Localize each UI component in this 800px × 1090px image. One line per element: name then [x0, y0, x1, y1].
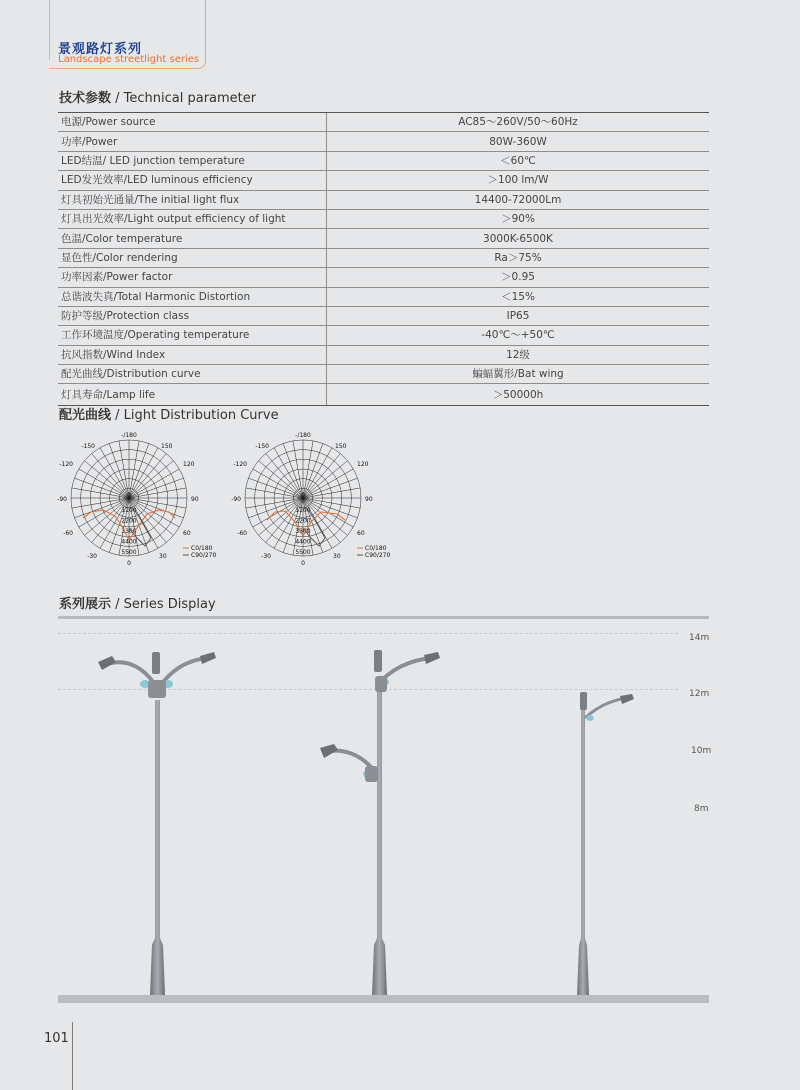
streetlight-single-arm	[577, 692, 634, 995]
angle-label: -60	[63, 530, 73, 537]
spec-value: ＞0.95	[327, 268, 710, 287]
legend-c0: C0/180	[365, 545, 387, 552]
legend-c0: C0/180	[191, 545, 213, 552]
angle-label: 0	[127, 492, 131, 499]
spec-value: ＞90%	[327, 209, 710, 228]
angle-label: -30	[261, 553, 271, 560]
spec-row	[58, 384, 709, 406]
spec-label: 灯具初始光通量/The initial light flux	[58, 190, 327, 209]
angle-label: 90	[191, 496, 199, 503]
footer-rule	[72, 1022, 73, 1090]
spec-label: LED发光效率/LED luminous efficiency	[58, 171, 327, 190]
legend-c90: C90/270	[191, 552, 217, 559]
angle-label: -30	[87, 553, 97, 560]
angle-label: -120	[59, 461, 73, 468]
angle-label: -60	[237, 530, 247, 537]
spec-label: 灯具寿命/Lamp life	[58, 384, 327, 406]
spec-value: 80W-360W	[327, 132, 710, 151]
spec-row	[58, 209, 709, 228]
angle-label: 30	[333, 553, 341, 560]
distribution-title-cn: 配光曲线	[59, 408, 112, 423]
spec-value: -40℃～+50℃	[327, 326, 710, 345]
spec-label: 功率/Power	[58, 132, 327, 151]
spec-table	[58, 112, 709, 406]
spec-value: 14400-72000Lm	[327, 190, 710, 209]
height-label-12m: 12m	[689, 689, 710, 699]
spec-value: IP65	[327, 306, 710, 325]
height-label-10m: 10m	[691, 746, 712, 756]
radial-label: 5500	[121, 549, 137, 556]
page-number: 101	[44, 1031, 69, 1046]
radial-label: 5500	[295, 549, 311, 556]
spec-row	[58, 287, 709, 306]
spec-label: 电源/Power source	[58, 113, 327, 132]
tech-title-cn: 技术参数	[59, 91, 112, 106]
distribution-section-title	[59, 404, 279, 423]
spec-row	[58, 190, 709, 209]
angle-label: -120	[233, 461, 247, 468]
spec-value: AC85～260V/50～60Hz	[327, 113, 710, 132]
series-title-en: / Series Display	[115, 597, 216, 612]
spec-label: 功率因素/Power factor	[58, 268, 327, 287]
radial-label: 3300	[295, 528, 311, 535]
spec-value: 12级	[327, 345, 710, 364]
radial-label: 4400	[295, 538, 311, 546]
streetlight-double-arm	[98, 652, 216, 995]
spec-label: 配光曲线/Distribution curve	[58, 365, 327, 384]
spec-value: ＜60℃	[327, 151, 710, 170]
spec-label: 防护等级/Protection class	[58, 306, 327, 325]
angle-label: 120	[183, 461, 195, 468]
legend-c90: C90/270	[365, 552, 391, 559]
spec-row	[58, 268, 709, 287]
spec-label: LED结温/ LED junction temperature	[58, 151, 327, 170]
angle-label: 30	[159, 553, 167, 560]
radial-label: 2200	[295, 517, 311, 525]
streetlight-drawings	[0, 600, 800, 1000]
spec-label: 灯具出光效率/Light output efficiency of light	[58, 209, 327, 228]
height-label-8m: 8m	[694, 804, 709, 814]
radial-label: 1100	[295, 507, 311, 514]
angle-label: -90	[57, 496, 67, 503]
angle-label: -90	[231, 496, 241, 503]
spec-row	[58, 113, 709, 132]
radial-label: 2200	[121, 517, 137, 525]
angle-label: 60	[357, 530, 365, 537]
spec-row	[58, 365, 709, 384]
spec-row	[58, 229, 709, 248]
angle-label: 90	[365, 496, 373, 503]
polar-chart-2	[229, 432, 399, 572]
spec-row	[58, 151, 709, 170]
spec-label: 工作环境温度/Operating temperature	[58, 326, 327, 345]
spec-row	[58, 345, 709, 364]
header-title-cn: 景观路灯系列	[58, 42, 143, 57]
angle-label: 120	[357, 461, 369, 468]
angle-label: 150	[335, 443, 347, 450]
header-title-en: Landscape streetlight series	[58, 54, 200, 65]
spec-row	[58, 248, 709, 267]
tech-section-title	[59, 87, 256, 106]
ground-bar	[58, 995, 709, 1003]
height-label-14m: 14m	[689, 633, 710, 643]
spec-row	[58, 132, 709, 151]
spec-label: 色温/Color temperature	[58, 229, 327, 248]
angle-label: -/180	[121, 432, 137, 439]
radial-label: 4400	[121, 538, 137, 546]
radial-label: 3300	[121, 528, 137, 535]
distribution-title-en: / Light Distribution Curve	[115, 408, 279, 423]
angle-label: 60	[183, 530, 191, 537]
spec-row	[58, 326, 709, 345]
polar-chart-1	[55, 432, 225, 572]
spec-label: 抗风指数/Wind Index	[58, 345, 327, 364]
angle-label: 0	[127, 560, 131, 567]
streetlight-two-level	[320, 650, 440, 995]
series-title-cn: 系列展示	[59, 597, 112, 612]
radial-label: 1100	[121, 507, 137, 514]
angle-label: -150	[81, 443, 95, 450]
spec-label: 显色性/Color rendering	[58, 248, 327, 267]
angle-label: 0	[301, 492, 305, 499]
spec-value: ＞50000h	[327, 384, 710, 406]
spec-value: ＞100 lm/W	[327, 171, 710, 190]
angle-label: 0	[301, 560, 305, 567]
spec-label: 总谐波失真/Total Harmonic Distortion	[58, 287, 327, 306]
angle-label: -150	[255, 443, 269, 450]
angle-label: -/180	[295, 432, 311, 439]
spec-value: 蝙蝠翼形/Bat wing	[327, 365, 710, 384]
spec-value: 3000K-6500K	[327, 229, 710, 248]
angle-label: 150	[161, 443, 173, 450]
spec-value: ＜15%	[327, 287, 710, 306]
spec-row	[58, 306, 709, 325]
tech-title-en: / Technical parameter	[115, 91, 257, 106]
spec-row	[58, 171, 709, 190]
spec-value: Ra＞75%	[327, 248, 710, 267]
